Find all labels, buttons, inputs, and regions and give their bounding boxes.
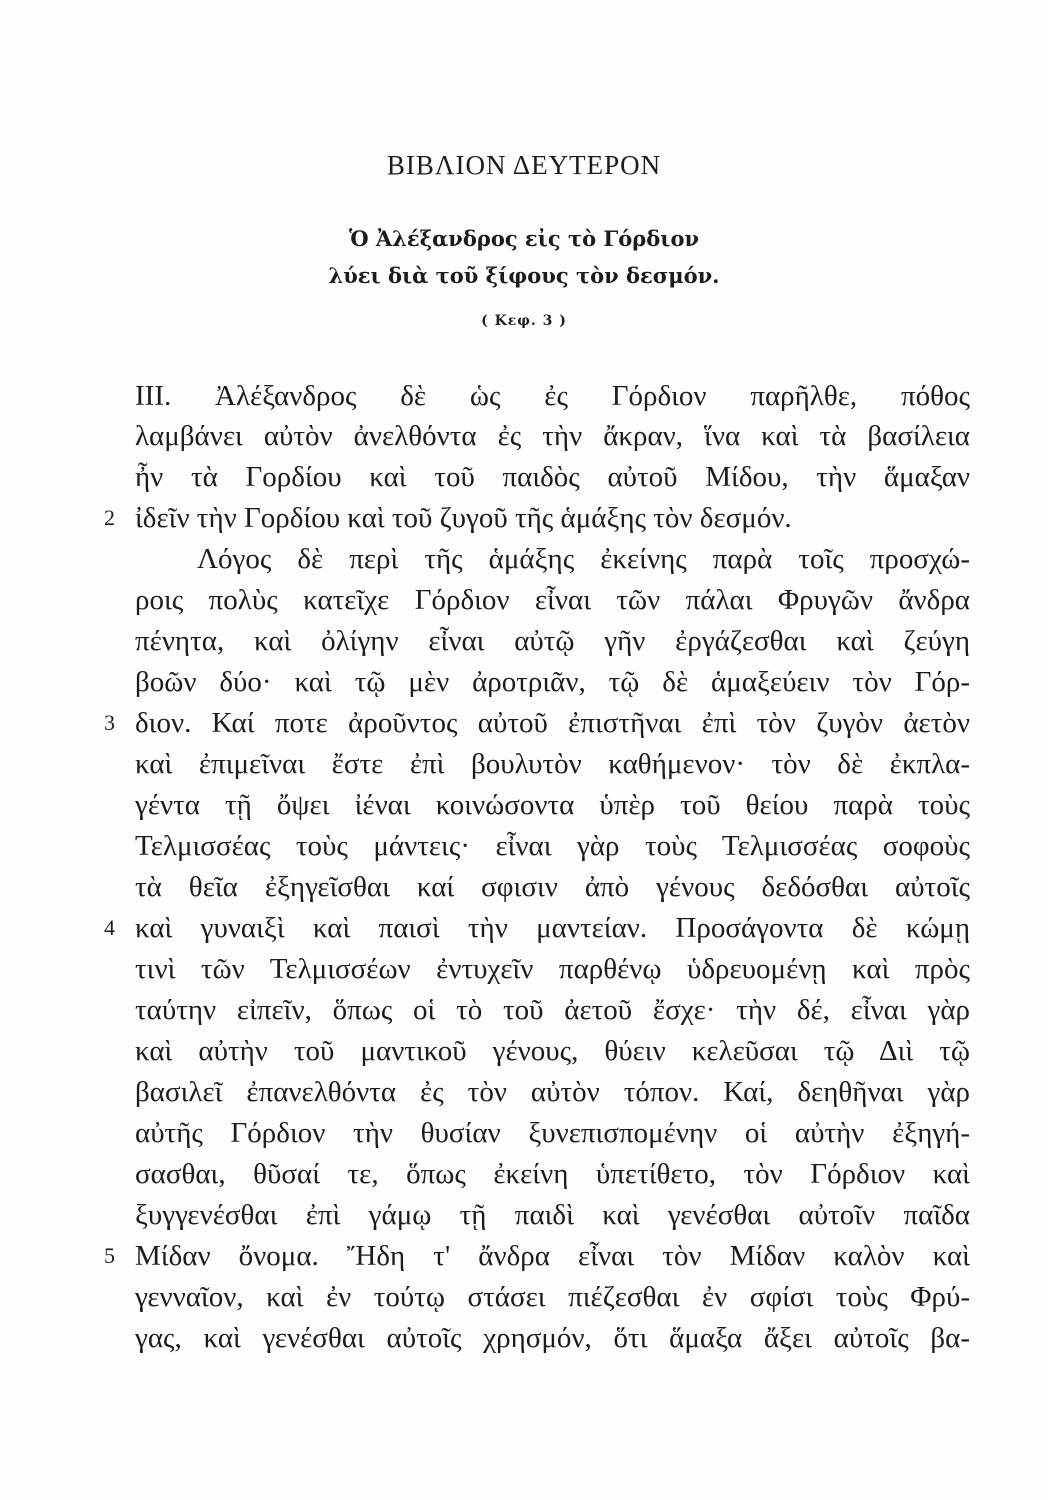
text-line: τινὶ τῶν Τελμισσέων ἐντυχεῖν παρθένῳ ὑδρευομένῃ καὶ πρὸς xyxy=(135,953,970,985)
text-line: γενναῖον, καὶ ἐν τούτῳ στάσει πιέζεσθαι ἐν σφίσι τοὺς Φρύ- xyxy=(135,1281,970,1313)
text-line: ΙΙΙ. Ἀλέξανδρος δὲ ὡς ἐς Γόρδιον παρῆλθε, πόθος xyxy=(135,380,970,412)
margin-number: 5 xyxy=(104,1243,115,1268)
text-line: ἰδεῖν τὴν Γορδίου καὶ τοῦ ζυγοῦ τῆς ἁμάξης τὸν δεσμόν. xyxy=(135,502,792,534)
text-line: γέντα τῇ ὄψει ἰέναι κοινώσοντα ὑπὲρ τοῦ θείου παρὰ τοὺς xyxy=(135,789,970,821)
text-line: καὶ γυναιξὶ καὶ παισὶ τὴν μαντείαν. Προσάγοντα δὲ κώμῃ xyxy=(135,912,970,944)
text-line: ταύτην εἰπεῖν, ὅπως οἱ τὸ τοῦ ἀετοῦ ἔσχε· τὴν δέ, εἶναι γὰρ xyxy=(135,994,970,1026)
text-line: αὐτῆς Γόρδιον τὴν θυσίαν ξυνεπισπομένην οἱ αὐτὴν ἐξηγή- xyxy=(135,1117,970,1149)
text-line: βοῶν δύο· καὶ τῷ μὲν ἀροτριᾶν, τῷ δὲ ἁμαξεύειν τὸν Γόρ- xyxy=(135,666,970,698)
text-line: λαμβάνει αὐτὸν ἀνελθόντα ἐς τὴν ἄκραν, ἵνα καὶ τὰ βασίλεια xyxy=(135,420,970,452)
text-line: καὶ ἐπιμεῖναι ἔστε ἐπὶ βουλυτὸν καθήμενον· τὸν δὲ ἐκπλα- xyxy=(135,748,970,780)
margin-number: 4 xyxy=(104,915,115,940)
text-line: διον. Καί ποτε ἀροῦντος αὐτοῦ ἐπιστῆναι ἐπὶ τὸν ζυγὸν ἀετὸν xyxy=(135,707,970,739)
book-title: ΒΙΒΛΙΟΝ ΔΕΥΤΕΡΟΝ xyxy=(386,150,662,180)
text-line: ροις πολὺς κατεῖχε Γόρδιον εἶναι τῶν πάλαι Φρυγῶν ἄνδρα xyxy=(135,584,970,616)
margin-number: 2 xyxy=(104,505,115,530)
text-line: πένητα, καὶ ὀλίγην εἶναι αὐτῷ γῆν ἐργάζεσθαι καὶ ζεύγη xyxy=(135,625,970,657)
margin-number: 3 xyxy=(104,710,115,735)
text-line: τὰ θεῖα ἐξηγεῖσθαι καί σφισιν ἀπὸ γένους δεδόσθαι αὐτοῖς xyxy=(135,871,970,903)
text-line: Τελμισσέας τοὺς μάντεις· εἶναι γὰρ τοὺς Τελμισσέας σοφοὺς xyxy=(135,830,970,862)
section-heading-line-1: Ὁ Ἀλέξανδρος εἰς τὸ Γόρδιον xyxy=(348,226,700,251)
text-line: Λόγος δὲ περὶ τῆς ἁμάξης ἐκείνης παρὰ τοῖς προσχώ- xyxy=(197,543,970,575)
text-line: βασιλεῖ ἐπανελθόντα ἐς τὸν αὐτὸν τόπον. Καί, δεηθῆναι γὰρ xyxy=(135,1076,970,1108)
chapter-reference: ( Κεφ. 3 ) xyxy=(481,313,567,329)
text-line: Μίδαν ὄνομα. Ἤδη τ' ἄνδρα εἶναι τὸν Μίδαν καλὸν καὶ xyxy=(135,1240,970,1272)
text-line: σασθαι, θῦσαί τε, ὅπως ἐκείνη ὑπετίθετο, τὸν Γόρδιον καὶ xyxy=(135,1158,970,1190)
text-line: ξυγγενέσθαι ἐπὶ γάμῳ τῇ παιδὶ καὶ γενέσθαι αὐτοῖν παῖδα xyxy=(135,1199,970,1231)
text-line: ἦν τὰ Γορδίου καὶ τοῦ παιδὸς αὐτοῦ Μίδου, τὴν ἅμαξαν xyxy=(135,461,970,493)
text-line: γας, καὶ γενέσθαι αὐτοῖς χρησμόν, ὅτι ἅμαξα ἄξει αὐτοῖς βα- xyxy=(135,1322,970,1354)
section-heading-line-2: λύει διὰ τοῦ ξίφους τὸν δεσμόν. xyxy=(328,263,720,288)
text-line: καὶ αὐτὴν τοῦ μαντικοῦ γένους, θύειν κελεῦσαι τῷ Διὶ τῷ xyxy=(135,1035,970,1067)
